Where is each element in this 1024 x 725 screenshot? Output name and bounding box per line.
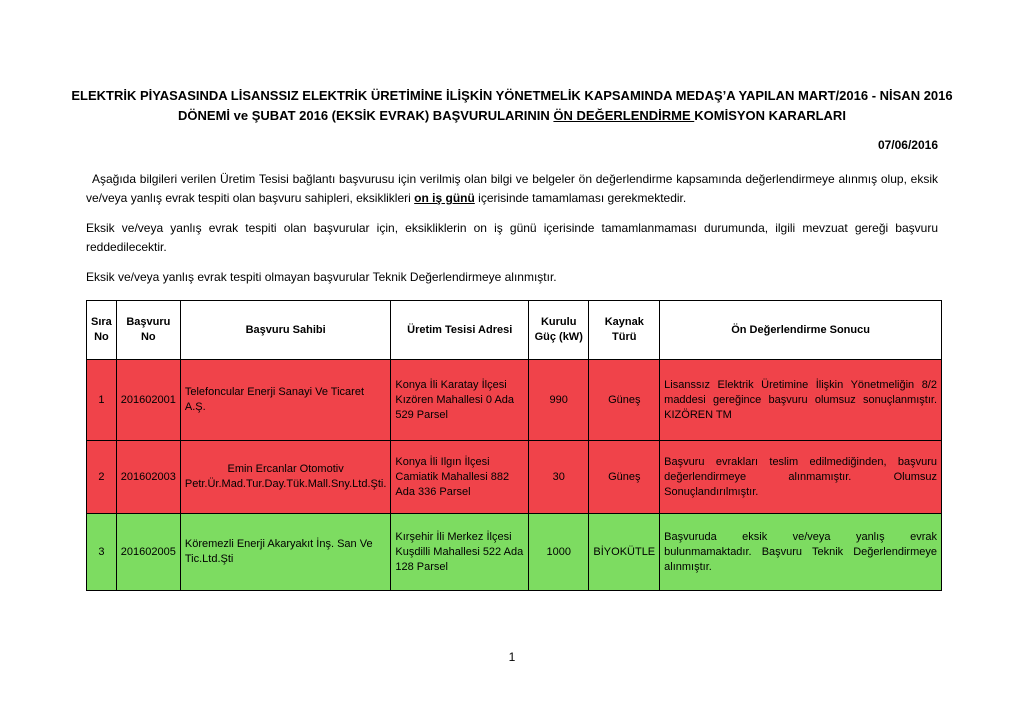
title-part-b: KOMİSYON KARARLARI	[694, 108, 846, 123]
document-title-line-2	[60, 106, 964, 126]
cell-basvuru-sahibi: Emin Ercanlar Otomotiv Petr.Ür.Mad.Tur.Day.Tük.Mall.Sny.Ltd.Şti.	[180, 441, 391, 514]
cell-sira: 1	[87, 360, 117, 441]
cell-uretim-tesisi-adresi: Konya İli Ilgın İlçesi Camiatik Mahallesi 882 Ada 336 Parsel	[391, 441, 529, 514]
paragraph-rejection-note: Eksik ve/veya yanlış evrak tespiti olan başvurular için, eksikliklerin on iş günü içerisinde tamamlanmaması durumunda, ilgili mevzuat gereği başvuru reddedilecektir.	[86, 221, 938, 254]
cell-kaynak-turu: Güneş	[589, 441, 660, 514]
header-on-degerlendirme-sonucu: Ön Değerlendirme Sonucu	[660, 301, 942, 360]
cell-basvuru-sahibi: Köremezli Enerji Akaryakıt İnş. San Ve Tic.Ltd.Şti	[180, 514, 391, 591]
cell-sira: 2	[87, 441, 117, 514]
cell-on-degerlendirme-sonucu: Lisanssız Elektrik Üretimine İlişkin Yönetmeliğin 8/2 maddesi gereğince başvuru olumsuz sonuçlanmıştır. KIZÖREN TM	[660, 360, 942, 441]
cell-kurulu-guc: 30	[529, 441, 589, 514]
cell-basvuru-sahibi: Telefoncular Enerji Sanayi Ve Ticaret A.Ş.	[180, 360, 391, 441]
title-underlined-part: ÖN DEĞERLENDİRME	[553, 108, 695, 123]
cell-kaynak-turu: Güneş	[589, 360, 660, 441]
cell-uretim-tesisi-adresi: Konya İli Karatay İlçesi Kızören Mahallesi 0 Ada 529 Parsel	[391, 360, 529, 441]
cell-sira: 3	[87, 514, 117, 591]
document-date: 07/06/2016	[877, 138, 938, 152]
header-sira: Sıra No	[87, 301, 117, 360]
cell-basvuru-no: 201602003	[116, 441, 180, 514]
paragraph-intro-b: içerisinde tamamlaması gerekmektedir.	[474, 191, 687, 205]
cell-basvuru-no: 201602001	[116, 360, 180, 441]
table-row	[87, 360, 942, 441]
cell-basvuru-no: 201602005	[116, 514, 180, 591]
title-part-a: DÖNEMİ ve ŞUBAT 2016 (EKSİK EVRAK) BAŞVURULARININ	[178, 108, 554, 123]
document-title-line-1: ELEKTRİK PİYASASINDA LİSANSSIZ ELEKTRİK ÜRETİMİNE İLİŞKİN YÖNETMELİK KAPSAMINDA MEDAŞ’A YAPILAN MART/2016 - NİSAN 2016	[71, 88, 953, 103]
results-table	[86, 300, 942, 591]
table-row	[87, 441, 942, 514]
header-kaynak-turu: Kaynak Türü	[589, 301, 660, 360]
paragraph-intro-emphasis: on iş günü	[414, 191, 475, 205]
header-basvuru-no: Başvuru No	[116, 301, 180, 360]
paragraph-technical-note: Eksik ve/veya yanlış evrak tespiti olmayan başvurular Teknik Değerlendirmeye alınmıştır.	[86, 270, 557, 284]
cell-kurulu-guc: 1000	[529, 514, 589, 591]
cell-on-degerlendirme-sonucu: Başvuruda eksik ve/veya yanlış evrak bulunmamaktadır. Başvuru Teknik Değerlendirmeye alınmıştır.	[660, 514, 942, 591]
paragraph-intro	[86, 170, 938, 208]
cell-kaynak-turu: BİYOKÜTLE	[589, 514, 660, 591]
header-uretim-tesisi-adresi: Üretim Tesisi Adresi	[391, 301, 529, 360]
table-row	[87, 514, 942, 591]
table-header-row	[87, 301, 942, 360]
cell-on-degerlendirme-sonucu: Başvuru evrakları teslim edilmediğinden, başvuru değerlendirmeye alınmamıştır. Olumsuz Sonuçlandırılmıştır.	[660, 441, 942, 514]
header-kurulu-guc: Kurulu Güç (kW)	[529, 301, 589, 360]
cell-uretim-tesisi-adresi: Kırşehir İli Merkez İlçesi Kuşdilli Mahallesi 522 Ada 128 Parsel	[391, 514, 529, 591]
cell-kurulu-guc: 990	[529, 360, 589, 441]
paragraph-intro-a: Aşağıda bilgileri verilen Üretim Tesisi bağlantı başvurusu için verilmiş olan bilgi ve belgeler ön değerlendirme kapsamında değerlendirmeye alınmış olup, eksik ve/veya yanlış evrak tespiti olan başvuru sahipleri, eksiklikleri	[86, 172, 938, 205]
header-basvuru-sahibi: Başvuru Sahibi	[180, 301, 391, 360]
page-number: 1	[508, 650, 516, 664]
